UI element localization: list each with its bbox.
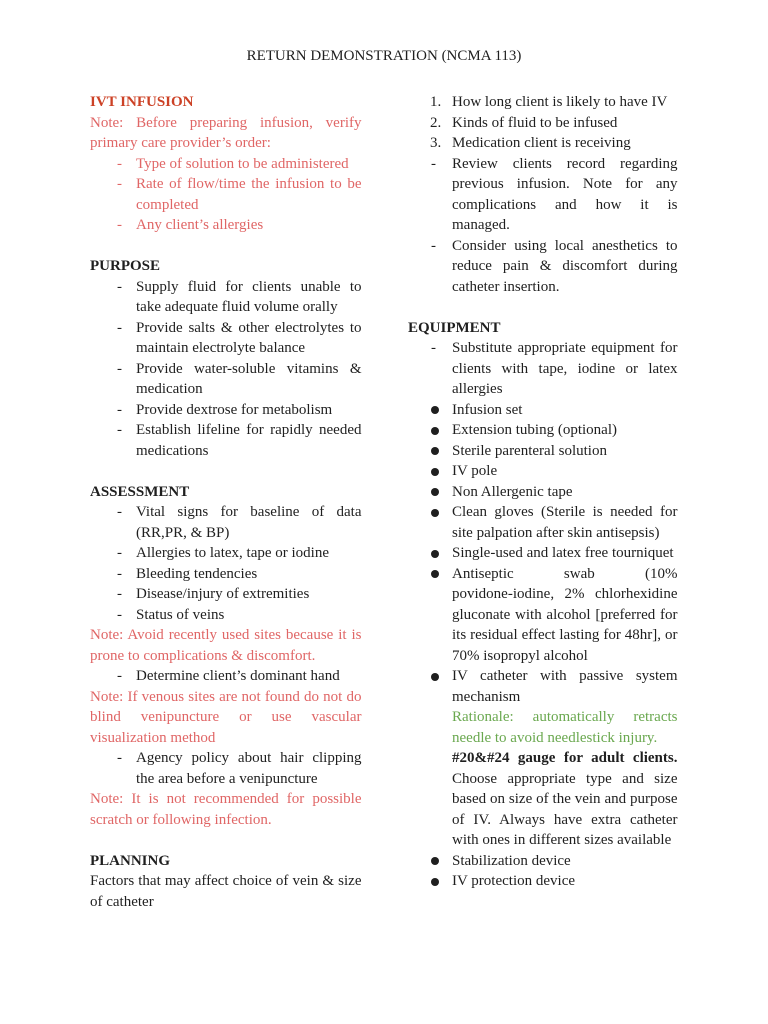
bullet-item: Non Allergenic tape [408,482,678,503]
gauge-detail: Choose appropriate type and size based on size of the vein and purpose of IV. Always have extra catheter with ones in different sizes available [452,770,678,848]
iv-catheter-text: IV catheter with passive system mechanism [452,668,678,705]
ivt-infusion-heading: IVT INFUSION [90,94,194,110]
list-item: - Determine client’s dominant hand [90,666,362,687]
list-item: - Rate of flow/time the infusion to be completed [90,174,362,215]
item-text: How long client is likely to have IV [452,94,668,110]
list-item: - Agency policy about hair clipping the area before a venipuncture [90,748,362,789]
list-item: - Vital signs for baseline of data (RR,PR, & BP) [90,502,362,543]
bullet-item: Extension tubing (optional) [408,420,678,441]
assessment-heading: ASSESSMENT [90,483,190,500]
bullet-item: IV protection device [408,871,678,892]
bullet-item: Infusion set [408,400,678,421]
numbered-item [408,133,678,154]
numbered-item [408,92,678,113]
right-column [408,92,678,892]
scratch-note: Note: It is not recommended for possible scratch or following infection. [90,791,362,828]
list-item: - Allergies to latex, tape or iodine [90,543,362,564]
bullet-item: Sterile parenteral solution [408,441,678,462]
recent-sites-note: Note: Avoid recently used sites because it is prone to complications & discomfort. [90,627,362,664]
planning-heading: PLANNING [90,852,171,869]
bullet-item: Antiseptic swab (10% povidone-iodine, 2% chlorhexidine gluconate with alcohol [preferred for its residual effect lasting for 48hr], or 70% isopropyl alcohol [408,564,678,667]
ivt-infusion-note: Note: Before preparing infusion, verify primary care provider’s order: [90,114,362,151]
section-planning [90,851,362,913]
page-title: RETURN DEMONSTRATION (NCMA 113) [246,48,522,64]
list-item: - Provide dextrose for metabolism [90,400,362,421]
section-assessment [90,482,362,831]
venous-sites-note: Note: If venous sites are not found do not do blind venipuncture or use vascular visualization method [90,688,362,746]
list-item: - Review clients record regarding previous infusion. Note for any complications and how it is managed. [408,154,678,236]
list-item: - Type of solution to be administered [90,154,362,175]
list-item: - Provide salts & other electrolytes to maintain electrolyte balance [90,318,362,359]
planning-text: Factors that may affect choice of vein & size of catheter [90,873,362,910]
purpose-heading: PURPOSE [90,258,161,274]
section-ivt-infusion [90,92,362,236]
item-number: 1. [430,94,442,110]
bullet-item: IV pole [408,461,678,482]
bullet-item: Clean gloves (Sterile is needed for site palpation after skin antisepsis) [408,502,678,543]
bullet-item-iv-catheter [408,666,678,851]
rationale-text: Rationale: automatically retracts needle to avoid needlestick injury. [452,709,678,746]
planning-factors-list [408,92,678,297]
bullet-item: Single-used and latex free tourniquet [408,543,678,564]
list-item: - Establish lifeline for rapidly needed medications [90,420,362,461]
numbered-item [408,113,678,134]
list-item: - Consider using local anesthetics to reduce pain & discomfort during catheter insertion. [408,236,678,298]
section-purpose [90,256,362,461]
bullet-item: Stabilization device [408,851,678,872]
gauge-paragraph [452,748,678,851]
list-item: - Supply fluid for clients unable to take adequate fluid volume orally [90,277,362,318]
equipment-heading: EQUIPMENT [408,319,501,336]
list-item: - Provide water-soluble vitamins & medication [90,359,362,400]
left-column [90,92,362,912]
list-item: - Any client’s allergies [90,215,362,236]
hyphenated-word: povidone-iodine, [452,586,555,602]
item-text: Kinds of fluid to be infused [452,114,618,131]
list-item: - Substitute appropriate equipment for clients with tape, iodine or latex allergies [408,338,678,400]
item-number: 2. [430,114,442,131]
list-item: - Status of veins [90,605,362,626]
list-item: - Disease/injury of extremities [90,584,362,605]
item-text: Medication client is receiving [452,135,631,151]
list-item: - Bleeding tendencies [90,564,362,585]
gauge-emphasis: #20&#24 gauge for adult clients. [452,750,678,766]
item-number: 3. [430,135,442,151]
section-equipment [408,318,678,892]
